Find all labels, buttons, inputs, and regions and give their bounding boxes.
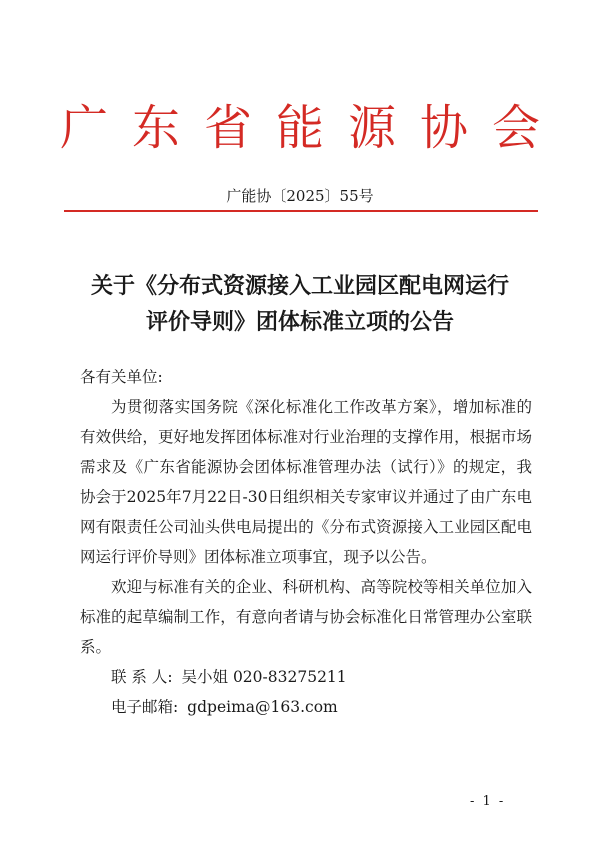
- title-line-1: 关于《分布式资源接入工业园区配电网运行: [90, 273, 509, 299]
- salutation: 各有关单位:: [80, 368, 163, 386]
- contact-person-label: 联 系 人:: [111, 668, 173, 686]
- document-title: [40, 268, 560, 340]
- header-divider: [64, 210, 538, 212]
- document-number: 广能协〔2025〕55号: [226, 187, 374, 205]
- contact-person-value: 吴小姐 020-83275211: [181, 668, 347, 686]
- contact-person-line: [80, 662, 532, 692]
- paragraph-1: 为贯彻落实国务院《深化标准化工作改革方案》，增加标准的有效供给，更好地发挥团体标准对行业治理的支撑作用，根据市场需求及《广东省能源协会团体标准管理办法（试行）》的规定，我协会于2025年7月22日-30日组织相关专家审议并通过了由广东电网有限责任公司汕头供电局提出的《分布式资源接入工业园区配电网运行评价导则》团体标准立项事宜，现予以公告。: [80, 398, 532, 566]
- contact-email-label: 电子邮箱:: [111, 698, 179, 716]
- page-number: - 1 -: [470, 794, 506, 809]
- contact-email-line: [80, 692, 532, 722]
- paragraph-2: 欢迎与标准有关的企业、科研机构、高等院校等相关单位加入标准的起草编制工作，有意向者请与协会标准化日常管理办公室联系。: [80, 578, 532, 656]
- title-line-2: 评价导则》团体标准立项的公告: [145, 309, 454, 335]
- contact-email-value: gdpeima@163.com: [187, 698, 338, 716]
- document-body: [80, 362, 532, 722]
- organization-header: 广东省能源协会: [59, 100, 564, 156]
